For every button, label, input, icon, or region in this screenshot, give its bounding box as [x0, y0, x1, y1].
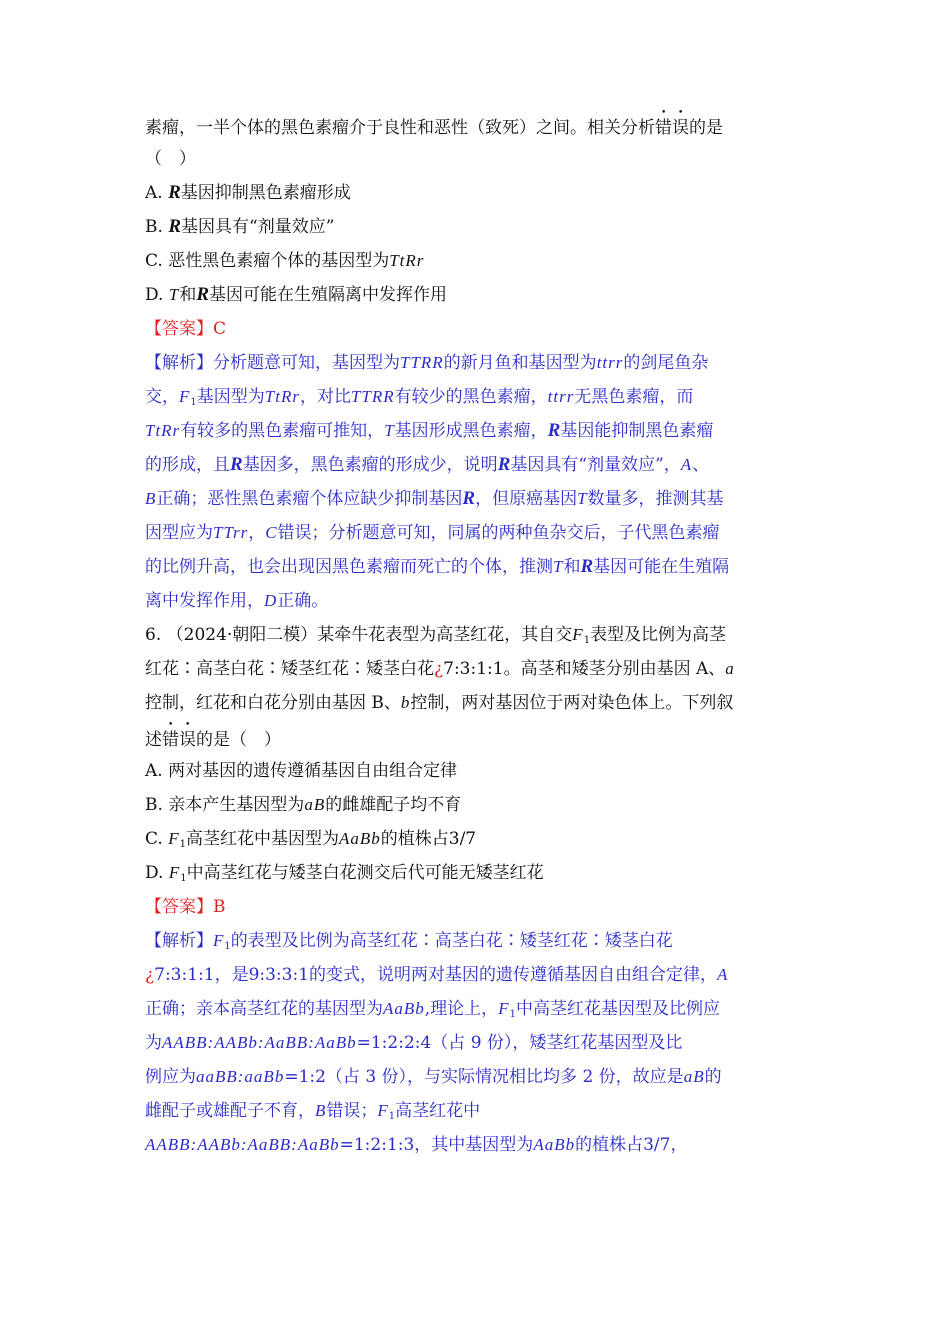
analysis-text: 正确；亲本高茎红花的基因型为: [145, 999, 383, 1019]
genotype: AaBb: [338, 829, 381, 848]
analysis-text: =1:2:2:4（占 9 份），矮茎红花基因型及比: [356, 1033, 683, 1053]
genotype: TtRr: [389, 251, 425, 270]
genotype: TtRr: [264, 387, 300, 406]
analysis-label: 【解析】: [145, 931, 213, 951]
gene-symbol: R: [230, 454, 243, 475]
genotype: TtRr: [145, 421, 181, 440]
genotype: AaBb: [383, 999, 425, 1018]
analysis-line: [145, 346, 810, 380]
genotype: aB: [683, 1067, 705, 1086]
q5-analysis: [145, 346, 810, 618]
analysis-text: 7:3:1:1，是9:3:3:1的变式，说明两对基因的遗传遵循基因自由组合定律，: [154, 965, 718, 985]
analysis-text: 高茎红花中: [395, 1101, 481, 1121]
ratio-glyph: ¿: [145, 965, 155, 985]
option-prefix: B.: [145, 217, 169, 237]
genotype-ratio: AABB:AABb:AaBB:AaBb: [162, 1033, 357, 1052]
generation-symbol: F: [213, 931, 225, 950]
q5-stem-line1: [145, 108, 810, 142]
analysis-text: ，但原癌基因: [475, 489, 578, 509]
option-ref: C: [265, 523, 278, 542]
q6-stem-text: 的是（ ）: [196, 730, 281, 750]
analysis-text: ,理论上，: [424, 999, 499, 1019]
option-text: 基因可能在生殖隔离中发挥作用: [209, 285, 447, 305]
analysis-text: ，对比: [299, 387, 351, 407]
q5-option-b: [145, 210, 810, 244]
q6-option-c: [145, 822, 810, 856]
subscript: 1: [190, 397, 197, 408]
analysis-line: [145, 414, 810, 448]
generation-symbol: F: [377, 1101, 389, 1120]
analysis-line: [145, 584, 810, 618]
q6-stem-text: 6. （2024·朝阳二模）某牵牛花表型为高茎红花，其自交: [145, 625, 573, 645]
subscript: 1: [180, 873, 187, 884]
analysis-line: [145, 1026, 810, 1060]
genotype: aB: [304, 795, 326, 814]
option-text: C. 恶性黑色素瘤个体的基因型为: [145, 251, 390, 271]
analysis-line: [145, 550, 810, 584]
analysis-line: [145, 1128, 810, 1162]
analysis-text: 的比例升高，也会出现因黑色素瘤而死亡的个体，推测: [145, 557, 553, 577]
q6-answer: 【答案】B: [145, 897, 226, 917]
gene-symbol: T: [384, 421, 395, 440]
option-ref: B: [315, 1101, 327, 1120]
gene-symbol: R: [547, 420, 561, 441]
option-prefix: D.: [145, 285, 169, 305]
q6-stem-line3: [145, 686, 810, 720]
analysis-line: [145, 448, 810, 482]
subscript: 1: [179, 839, 186, 850]
q6-emphasis-wrong: 错误: [162, 730, 196, 750]
analysis-text: 基因能抑制黑色素瘤: [560, 421, 714, 441]
option-ref: A: [717, 965, 729, 984]
genotype: TTRR: [400, 353, 444, 372]
document-page: [145, 108, 810, 1162]
analysis-text: 错误；: [326, 1101, 378, 1121]
analysis-text: 数量多，推测其基: [587, 489, 724, 509]
gene-symbol: T: [168, 285, 180, 304]
q6-analysis: [145, 924, 810, 1162]
q6-stem-text: 表型及比例为高茎: [590, 625, 727, 645]
gene-symbol: T: [577, 489, 588, 508]
q6-stem-line1: [145, 618, 810, 652]
option-text: 中高茎红花与矮茎白花测交后代可能无矮茎红花: [186, 863, 544, 883]
q6-stem-text: 7:3:1:1。高茎和矮茎分别由基因 A、: [443, 659, 726, 679]
generation-symbol: F: [168, 863, 181, 882]
gene-symbol: R: [462, 488, 476, 509]
analysis-text: 的植株占3/7，: [575, 1135, 688, 1155]
genotype: AaBb: [533, 1135, 576, 1154]
analysis-text: 基因具有“剂量效应”，: [510, 455, 681, 475]
option-ref: D: [264, 591, 278, 610]
gene-symbol: R: [168, 182, 181, 203]
analysis-text: 的: [704, 1067, 722, 1087]
option-text: 的雌雄配子均不育: [325, 795, 462, 815]
option-prefix: C.: [145, 829, 169, 849]
gene-symbol: R: [497, 454, 511, 475]
analysis-line: [145, 1094, 810, 1128]
genotype-ratio: aaBB:aaBb: [196, 1067, 285, 1086]
analysis-text: =1:2（占 3 份），与实际情况相比均多 2 份，故应是: [284, 1067, 684, 1087]
analysis-text: 有较少的黑色素瘤，: [394, 387, 548, 407]
analysis-text: 的剑尾鱼杂: [623, 353, 709, 373]
analysis-text: 为: [145, 1033, 162, 1053]
q6-stem-text: 控制，两对基因位于两对染色体上。下列叙: [410, 693, 734, 713]
q6-option-a: A. 两对基因的遗传遵循基因自由组合定律: [145, 761, 458, 781]
q5-emphasis-wrong: 错误: [655, 118, 689, 138]
subscript: 1: [509, 1009, 516, 1020]
genotype: TTrr: [213, 523, 249, 542]
generation-symbol: F: [179, 387, 191, 406]
analysis-text: 和: [563, 557, 581, 577]
option-text: 高茎红花中基因型为: [185, 829, 339, 849]
analysis-text: =1:2:1:3，其中基因型为: [339, 1135, 534, 1155]
analysis-text: ，: [248, 523, 266, 543]
analysis-text: 基因多，黑色素瘤的形成少，说明: [242, 455, 498, 475]
option-prefix: D.: [145, 863, 169, 883]
genotype: ttrr: [547, 387, 575, 406]
subscript: 1: [388, 1111, 396, 1122]
q5-stem-end: 的是: [689, 118, 723, 138]
generation-symbol: F: [498, 999, 510, 1018]
option-ref: B: [145, 489, 157, 508]
analysis-text: 正确；恶性黑色素瘤个体应缺少抑制基因: [156, 489, 463, 509]
analysis-text: 错误；分析题意可知，同属的两种鱼杂交后，子代黑色素瘤: [277, 523, 720, 543]
analysis-line: [145, 1060, 810, 1094]
analysis-text: 因型应为: [145, 523, 213, 543]
analysis-text: 的新月鱼和基因型为: [443, 353, 597, 373]
analysis-text: 例应为: [145, 1067, 196, 1087]
genotype-ratio: AABB:AABb:AaBB:AaBb: [145, 1135, 340, 1154]
option-prefix: A.: [145, 183, 169, 203]
q6-stem-line2: [145, 652, 810, 686]
analysis-text: 分析题意可知，基因型为: [213, 353, 400, 373]
option-text: B. 亲本产生基因型为: [145, 795, 305, 815]
q5-stem-line2: （ ）: [145, 149, 196, 169]
analysis-line: [145, 992, 810, 1026]
analysis-text: 交，: [145, 387, 179, 407]
q6-stem-text: 述: [145, 730, 162, 750]
gene-symbol: R: [168, 216, 181, 237]
analysis-text: 的形成，且: [145, 455, 230, 475]
gene-symbol: a: [725, 659, 735, 678]
q5-option-c: [145, 244, 810, 278]
analysis-text: 无黑色素瘤，而: [574, 387, 694, 407]
analysis-text: 基因型为: [196, 387, 265, 407]
gene-symbol: R: [196, 284, 209, 305]
ratio-glyph: ¿: [434, 659, 444, 679]
generation-symbol: F: [572, 625, 584, 644]
analysis-text: 离中发挥作用，: [145, 591, 264, 611]
analysis-text: 的表型及比例为高茎红花∶高茎白花∶矮茎红花∶矮茎白花: [230, 931, 673, 951]
analysis-line: [145, 516, 810, 550]
gene-symbol: b: [400, 693, 411, 712]
analysis-text: 中高茎红花基因型及比例应: [515, 999, 720, 1019]
subscript: 1: [583, 635, 591, 646]
gene-symbol: R: [580, 556, 594, 577]
option-text: 基因抑制黑色素瘤形成: [180, 183, 351, 203]
q6-option-b: [145, 788, 810, 822]
q5-option-d: [145, 278, 810, 312]
generation-symbol: F: [168, 829, 180, 848]
option-text: 基因具有“剂量效应”: [181, 217, 335, 237]
option-text: 的植株占3/7: [380, 829, 477, 849]
analysis-text: 有较多的黑色素瘤可推知，: [180, 421, 385, 441]
gene-symbol: T: [553, 557, 564, 576]
analysis-line: [145, 924, 810, 958]
q5-answer: 【答案】C: [145, 319, 227, 339]
subscript: 1: [224, 941, 231, 952]
analysis-text: 基因形成黑色素瘤，: [394, 421, 548, 441]
analysis-line: [145, 380, 810, 414]
q6-stem-text: 控制，红花和白花分别由基因 B、: [145, 693, 401, 713]
analysis-line: [145, 958, 810, 992]
q5-option-a: [145, 176, 810, 210]
q5-stem-text: 素瘤，一半个体的黑色素瘤介于良性和恶性（致死）之间。相关分析: [145, 118, 655, 138]
analysis-text: 雌配子或雄配子不育，: [145, 1101, 315, 1121]
q6-stem-text: 红花∶高茎白花∶矮茎红花∶矮茎白花: [145, 659, 434, 679]
analysis-text: 、: [692, 455, 710, 475]
genotype: ttrr: [596, 353, 624, 372]
analysis-label: 【解析】: [145, 353, 213, 373]
analysis-text: 正确。: [277, 591, 329, 611]
option-ref: A: [680, 455, 693, 474]
analysis-line: [145, 482, 810, 516]
q6-option-d: [145, 856, 810, 890]
analysis-text: 基因可能在生殖隔: [593, 557, 730, 577]
q6-stem-line4: [145, 720, 810, 754]
conjunction: 和: [179, 285, 197, 305]
genotype: TTRR: [350, 387, 395, 406]
